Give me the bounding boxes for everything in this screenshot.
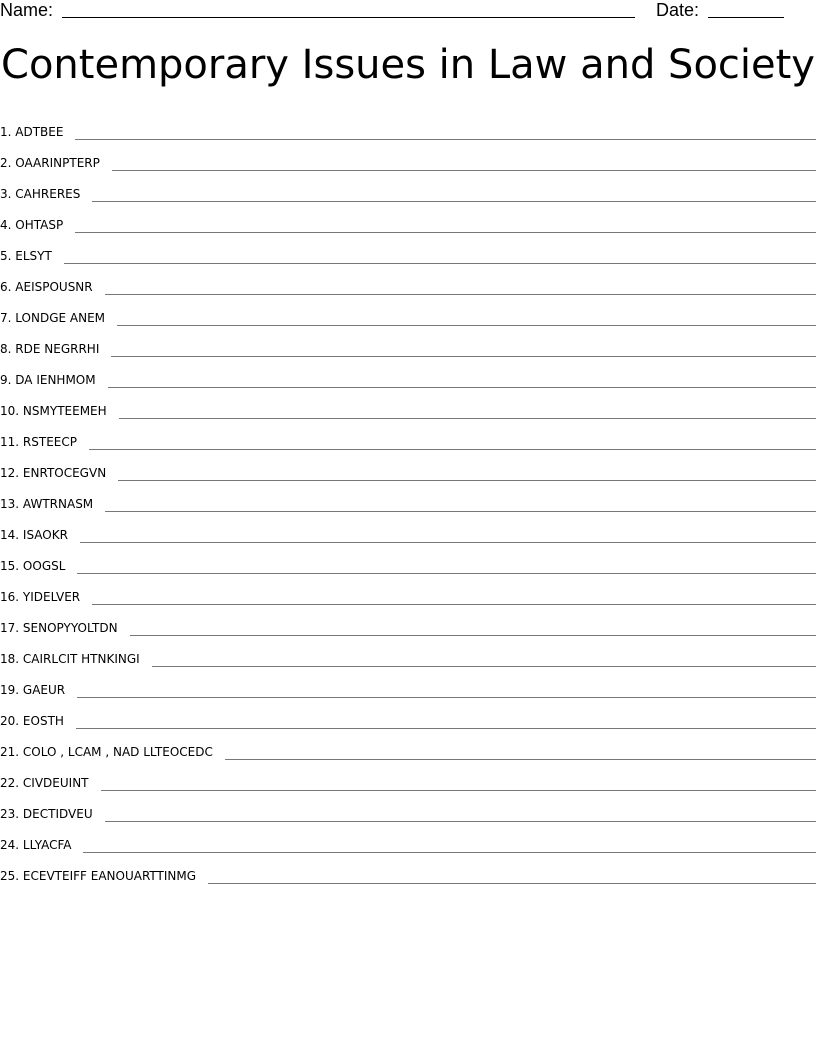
item-number: 19.	[0, 683, 20, 697]
scrambled-word	[0, 217, 63, 235]
answer-line[interactable]	[111, 355, 816, 357]
scrambled-word	[0, 124, 63, 142]
answer-line[interactable]	[92, 603, 816, 605]
scrambled-word-text: COLO , LCAM , NAD LLTEOCEDC	[22, 745, 213, 759]
list-item	[0, 669, 816, 700]
item-number: 14.	[0, 528, 20, 542]
answer-line[interactable]	[92, 200, 816, 202]
scrambled-word	[0, 558, 65, 576]
scrambled-word	[0, 434, 77, 452]
answer-line[interactable]	[101, 789, 816, 791]
scrambled-word-text: AEISPOUSNR	[15, 280, 93, 294]
scrambled-word-text: OOGSL	[22, 559, 66, 573]
scrambled-word	[0, 496, 93, 514]
answer-line[interactable]	[83, 851, 816, 853]
answer-line[interactable]	[105, 293, 816, 295]
answer-line[interactable]	[119, 417, 816, 419]
scrambled-word	[0, 651, 140, 669]
list-item	[0, 855, 816, 886]
answer-line[interactable]	[105, 510, 816, 512]
scrambled-word-text: RDE NEGRRHI	[15, 342, 100, 356]
scrambled-word-text: ELSYT	[15, 249, 52, 263]
list-item	[0, 607, 816, 638]
scrambled-word-text: YIDELVER	[22, 590, 81, 604]
scrambled-word	[0, 589, 80, 607]
scrambled-word	[0, 744, 213, 762]
answer-line[interactable]	[105, 820, 816, 822]
item-number: 20.	[0, 714, 20, 728]
scrambled-word	[0, 186, 80, 204]
scrambled-word-text: SENOPYYOLTDN	[22, 621, 118, 635]
answer-line[interactable]	[77, 572, 816, 574]
item-number: 11.	[0, 435, 20, 449]
scrambled-word	[0, 620, 118, 638]
scrambled-word-text: ISAOKR	[22, 528, 68, 542]
scrambled-word-text: CAIRLCIT HTNKINGI	[22, 652, 140, 666]
list-item	[0, 142, 816, 173]
list-item	[0, 545, 816, 576]
scrambled-word-text: ECEVTEIFF EANOUARTTINMG	[22, 869, 197, 883]
scrambled-word	[0, 682, 65, 700]
answer-line[interactable]	[208, 882, 816, 884]
list-item	[0, 235, 816, 266]
scrambled-word	[0, 713, 64, 731]
item-number: 10.	[0, 404, 20, 418]
item-number: 12.	[0, 466, 20, 480]
scrambled-word-text: DA IENHMOM	[15, 373, 96, 387]
scrambled-word	[0, 155, 100, 173]
answer-line[interactable]	[117, 324, 816, 326]
scrambled-word-text: RSTEECP	[22, 435, 77, 449]
scrambled-word	[0, 837, 71, 855]
scrambled-word	[0, 403, 107, 421]
scrambled-word	[0, 465, 106, 483]
answer-line[interactable]	[77, 696, 816, 698]
list-item	[0, 111, 816, 142]
scrambled-word-text: ADTBEE	[15, 125, 64, 139]
worksheet-header	[0, 0, 816, 24]
item-number: 6.	[0, 280, 12, 294]
scrambled-word-text: CIVDEUINT	[22, 776, 89, 790]
list-item	[0, 421, 816, 452]
scrambled-word-text: ENRTOCEGVN	[22, 466, 107, 480]
answer-line[interactable]	[75, 231, 816, 233]
answer-line[interactable]	[225, 758, 816, 760]
item-number: 5.	[0, 249, 12, 263]
word-scramble-list	[0, 111, 816, 886]
item-number: 21.	[0, 745, 20, 759]
scrambled-word	[0, 279, 93, 297]
scrambled-word	[0, 806, 93, 824]
item-number: 24.	[0, 838, 20, 852]
name-label: Name:	[0, 0, 54, 20]
list-item	[0, 452, 816, 483]
answer-line[interactable]	[89, 448, 816, 450]
list-item	[0, 266, 816, 297]
answer-line[interactable]	[112, 169, 816, 171]
scrambled-word	[0, 372, 96, 390]
item-number: 9.	[0, 373, 12, 387]
answer-line[interactable]	[75, 138, 816, 140]
answer-line[interactable]	[152, 665, 816, 667]
item-number: 8.	[0, 342, 12, 356]
name-field-line[interactable]	[62, 17, 635, 18]
answer-line[interactable]	[118, 479, 816, 481]
list-item	[0, 359, 816, 390]
date-label: Date:	[656, 0, 700, 20]
list-item	[0, 638, 816, 669]
scrambled-word-text: CAHRERES	[15, 187, 81, 201]
scrambled-word	[0, 775, 89, 793]
list-item	[0, 173, 816, 204]
item-number: 4.	[0, 218, 12, 232]
item-number: 22.	[0, 776, 20, 790]
list-item	[0, 700, 816, 731]
page-title: Contemporary Issues in Law and Society	[1, 42, 815, 88]
list-item	[0, 204, 816, 235]
item-number: 15.	[0, 559, 20, 573]
item-number: 7.	[0, 311, 12, 325]
list-item	[0, 793, 816, 824]
list-item	[0, 576, 816, 607]
list-item	[0, 483, 816, 514]
list-item	[0, 390, 816, 421]
scrambled-word	[0, 527, 68, 545]
list-item	[0, 824, 816, 855]
item-number: 18.	[0, 652, 20, 666]
scrambled-word-text: NSMYTEEMEH	[22, 404, 107, 418]
list-item	[0, 328, 816, 359]
item-number: 17.	[0, 621, 20, 635]
scrambled-word	[0, 248, 52, 266]
answer-line[interactable]	[64, 262, 816, 264]
item-number: 25.	[0, 869, 20, 883]
scrambled-word-text: EOSTH	[22, 714, 64, 728]
item-number: 1.	[0, 125, 12, 139]
scrambled-word	[0, 310, 105, 328]
date-field-line[interactable]	[708, 17, 784, 18]
item-number: 2.	[0, 156, 12, 170]
scrambled-word-text: LONDGE ANEM	[15, 311, 106, 325]
list-item	[0, 514, 816, 545]
answer-line[interactable]	[80, 541, 816, 543]
item-number: 3.	[0, 187, 12, 201]
list-item	[0, 762, 816, 793]
list-item	[0, 731, 816, 762]
scrambled-word-text: LLYACFA	[22, 838, 72, 852]
scrambled-word-text: OAARINPTERP	[15, 156, 100, 170]
scrambled-word-text: DECTIDVEU	[22, 807, 93, 821]
scrambled-word-text: GAEUR	[22, 683, 66, 697]
answer-line[interactable]	[130, 634, 816, 636]
list-item	[0, 297, 816, 328]
scrambled-word-text: AWTRNASM	[22, 497, 94, 511]
scrambled-word	[0, 341, 99, 359]
answer-line[interactable]	[76, 727, 816, 729]
item-number: 16.	[0, 590, 20, 604]
answer-line[interactable]	[108, 386, 816, 388]
scrambled-word	[0, 868, 196, 886]
scrambled-word-text: OHTASP	[15, 218, 64, 232]
item-number: 13.	[0, 497, 20, 511]
item-number: 23.	[0, 807, 20, 821]
